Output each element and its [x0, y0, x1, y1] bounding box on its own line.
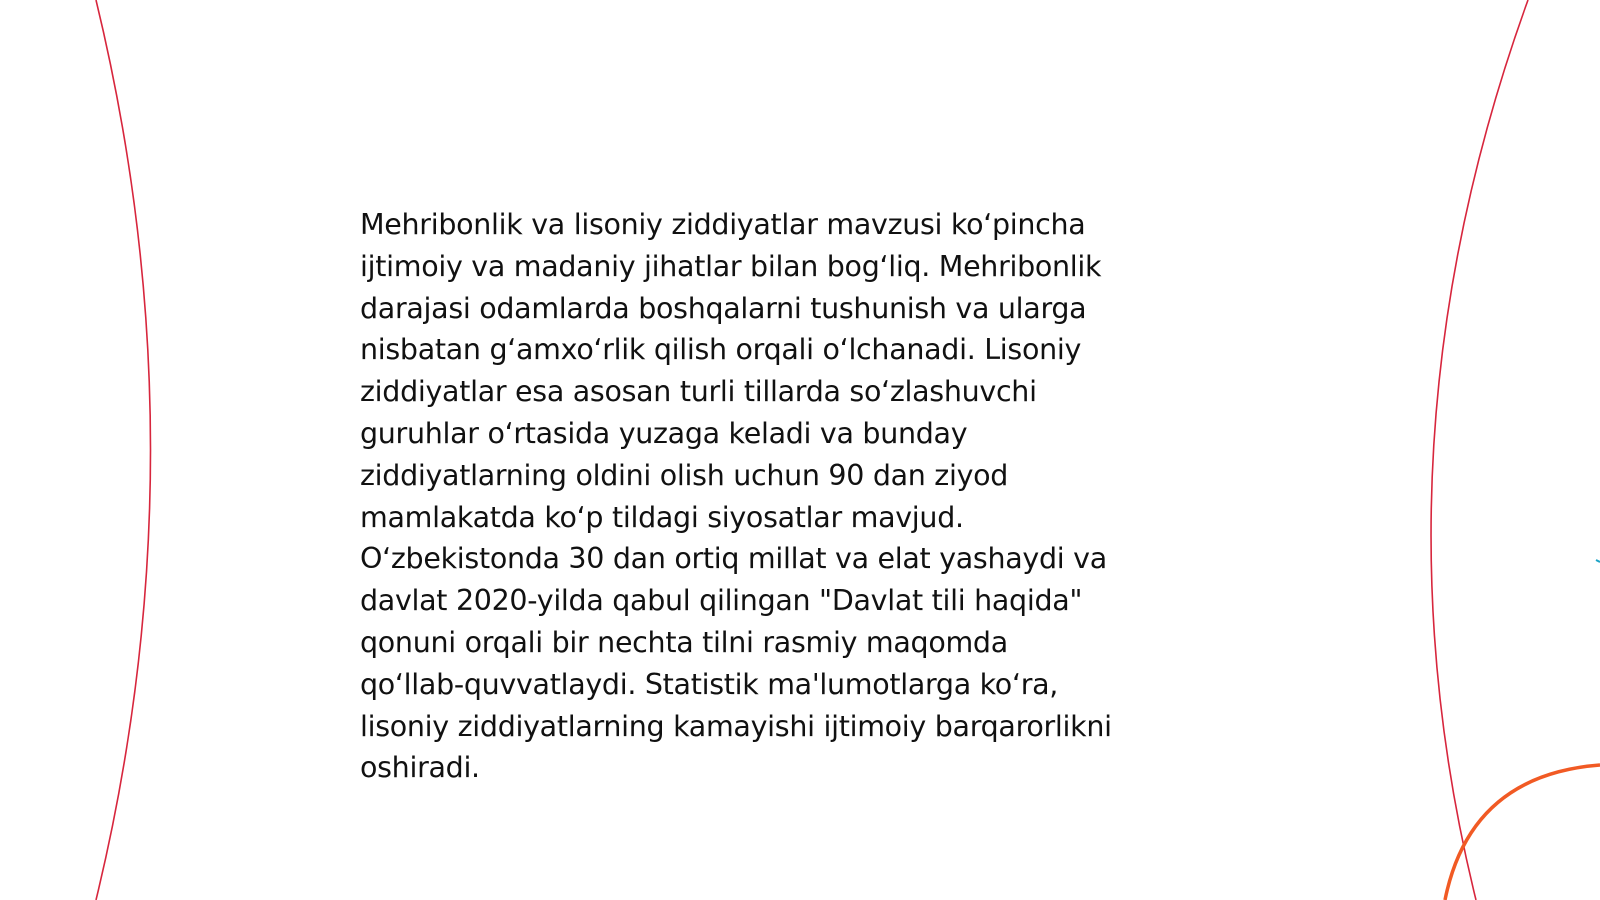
right-curve-line [1431, 0, 1528, 900]
corner-arc [1445, 765, 1600, 900]
edge-accent-mark [1596, 560, 1600, 562]
body-paragraph: Mehribonlik va lisoniy ziddiyatlar mavzusi koʻpincha ijtimoiy va madaniy jihatlar bilan bogʻliq. Mehribonlik darajasi odamlarda boshqalarni tushunish va ularga nisbatan gʻamxoʻrlik qilish orqali oʻlchanadi. Lisoniy ziddiyatlar esa asosan turli tillarda soʻzlashuvchi guruhlar oʻrtasida yuzaga keladi va bunday ziddiyatlarning oldini olish uchun 90 dan ziyod mamlakatda koʻp tildagi siyosatlar mavjud. Oʻzbekistonda 30 dan ortiq millat va elat yashaydi va davlat 2020-yilda qabul qilingan "Davlat tili haqida" qonuni orqali bir nechta tilni rasmiy maqomda qoʻllab-quvvatlaydi. Statistik ma'lumotlarga koʻra, lisoniy ziddiyatlarning kamayishi ijtimoiy barqarorlikni oshiradi. [360, 208, 1112, 785]
left-curve-line [96, 0, 151, 900]
